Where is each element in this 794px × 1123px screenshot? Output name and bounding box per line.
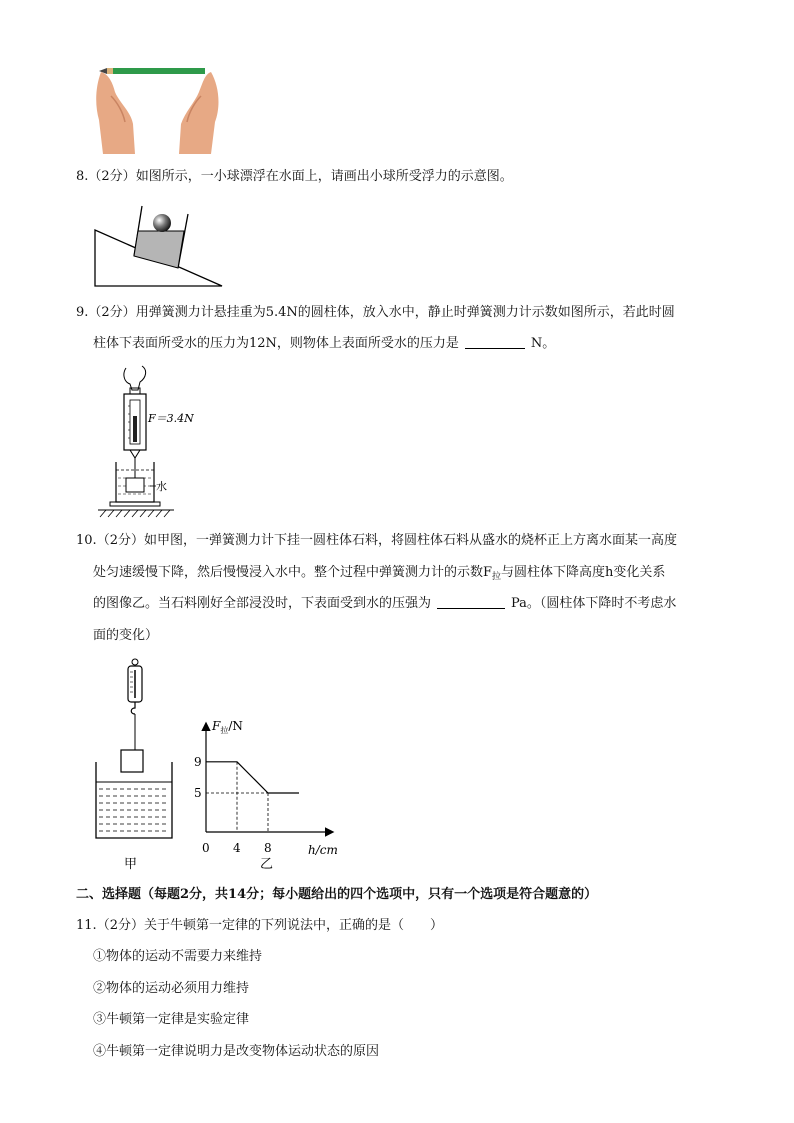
y-axis-label: $F_拉/N$ <box>212 719 243 735</box>
x-tick-label: 0 <box>202 841 210 855</box>
x-tick-label: 8 <box>264 841 272 855</box>
force-label: F＝3.4N <box>148 412 194 425</box>
question-11: 11.（2分）关于牛顿第一定律的下列说法中，正确的是（ ） <box>76 918 443 933</box>
question-10-line3: 的图像乙。当石料刚好全部浸没时，下表面受到水的压强为 Pa。（圆柱体下降时不考虑水 <box>93 596 677 611</box>
q11-option-4: ④牛顿第一定律说明力是改变物体运动状态的原因 <box>93 1044 380 1059</box>
section-2-header: 二、选择题（每题2分，共14分；每小题给出的四个选项中，只有一个选项是符合题意的） <box>76 887 598 902</box>
question-8: 8.（2分）如图所示，一小球漂浮在水面上，请画出小球所受浮力的示意图。 <box>76 169 513 184</box>
x-axis-label: h/cm <box>308 843 338 857</box>
q11-option-2: ②物体的运动必须用力维持 <box>93 981 250 996</box>
figure-a-label: 甲 <box>124 857 138 872</box>
q10-figure-a-beaker <box>92 658 182 878</box>
question-10-line4: 面的变化） <box>93 628 159 643</box>
ball <box>153 214 171 232</box>
x-tick-label: 4 <box>233 841 241 855</box>
answer-blank-q10[interactable] <box>437 595 505 609</box>
y-tick-label: 5 <box>194 786 202 800</box>
q8-figure-incline-cup <box>92 198 228 290</box>
q11-option-3: ③牛顿第一定律是实验定律 <box>93 1012 250 1027</box>
q10-figure-b-chart <box>190 706 350 876</box>
q11-option-1: ①物体的运动不需要力来维持 <box>93 949 263 964</box>
figure-b-label: 乙 <box>260 857 274 872</box>
q9-figure-spring-scale <box>92 362 222 522</box>
question-9-line2: 柱体下表面所受水的压力为12N，则物体上表面所受水的压力是 N。 <box>93 336 556 351</box>
pencil-hands-image <box>93 62 223 154</box>
series-line <box>206 762 299 793</box>
question-10-line2: 处匀速缓慢下降，然后慢慢浸入水中。整个过程中弹簧测力计的示数$F_拉$与圆柱体下降高度h变化关系 <box>93 565 666 582</box>
question-10-line1: 10.（2分）如甲图，一弹簧测力计下挂一圆柱体石料，将圆柱体石料从盛水的烧杯正上方离水面某一高度 <box>76 533 677 548</box>
y-tick-label: 9 <box>194 754 202 769</box>
question-9-line1: 9.（2分）用弹簧测力计悬挂重为5.4N的圆柱体，放入水中，静止时弹簧测力计示数如图所示，若此时圆 <box>76 305 675 320</box>
water-label: 水 <box>156 480 167 493</box>
answer-blank-q9[interactable] <box>465 335 525 349</box>
